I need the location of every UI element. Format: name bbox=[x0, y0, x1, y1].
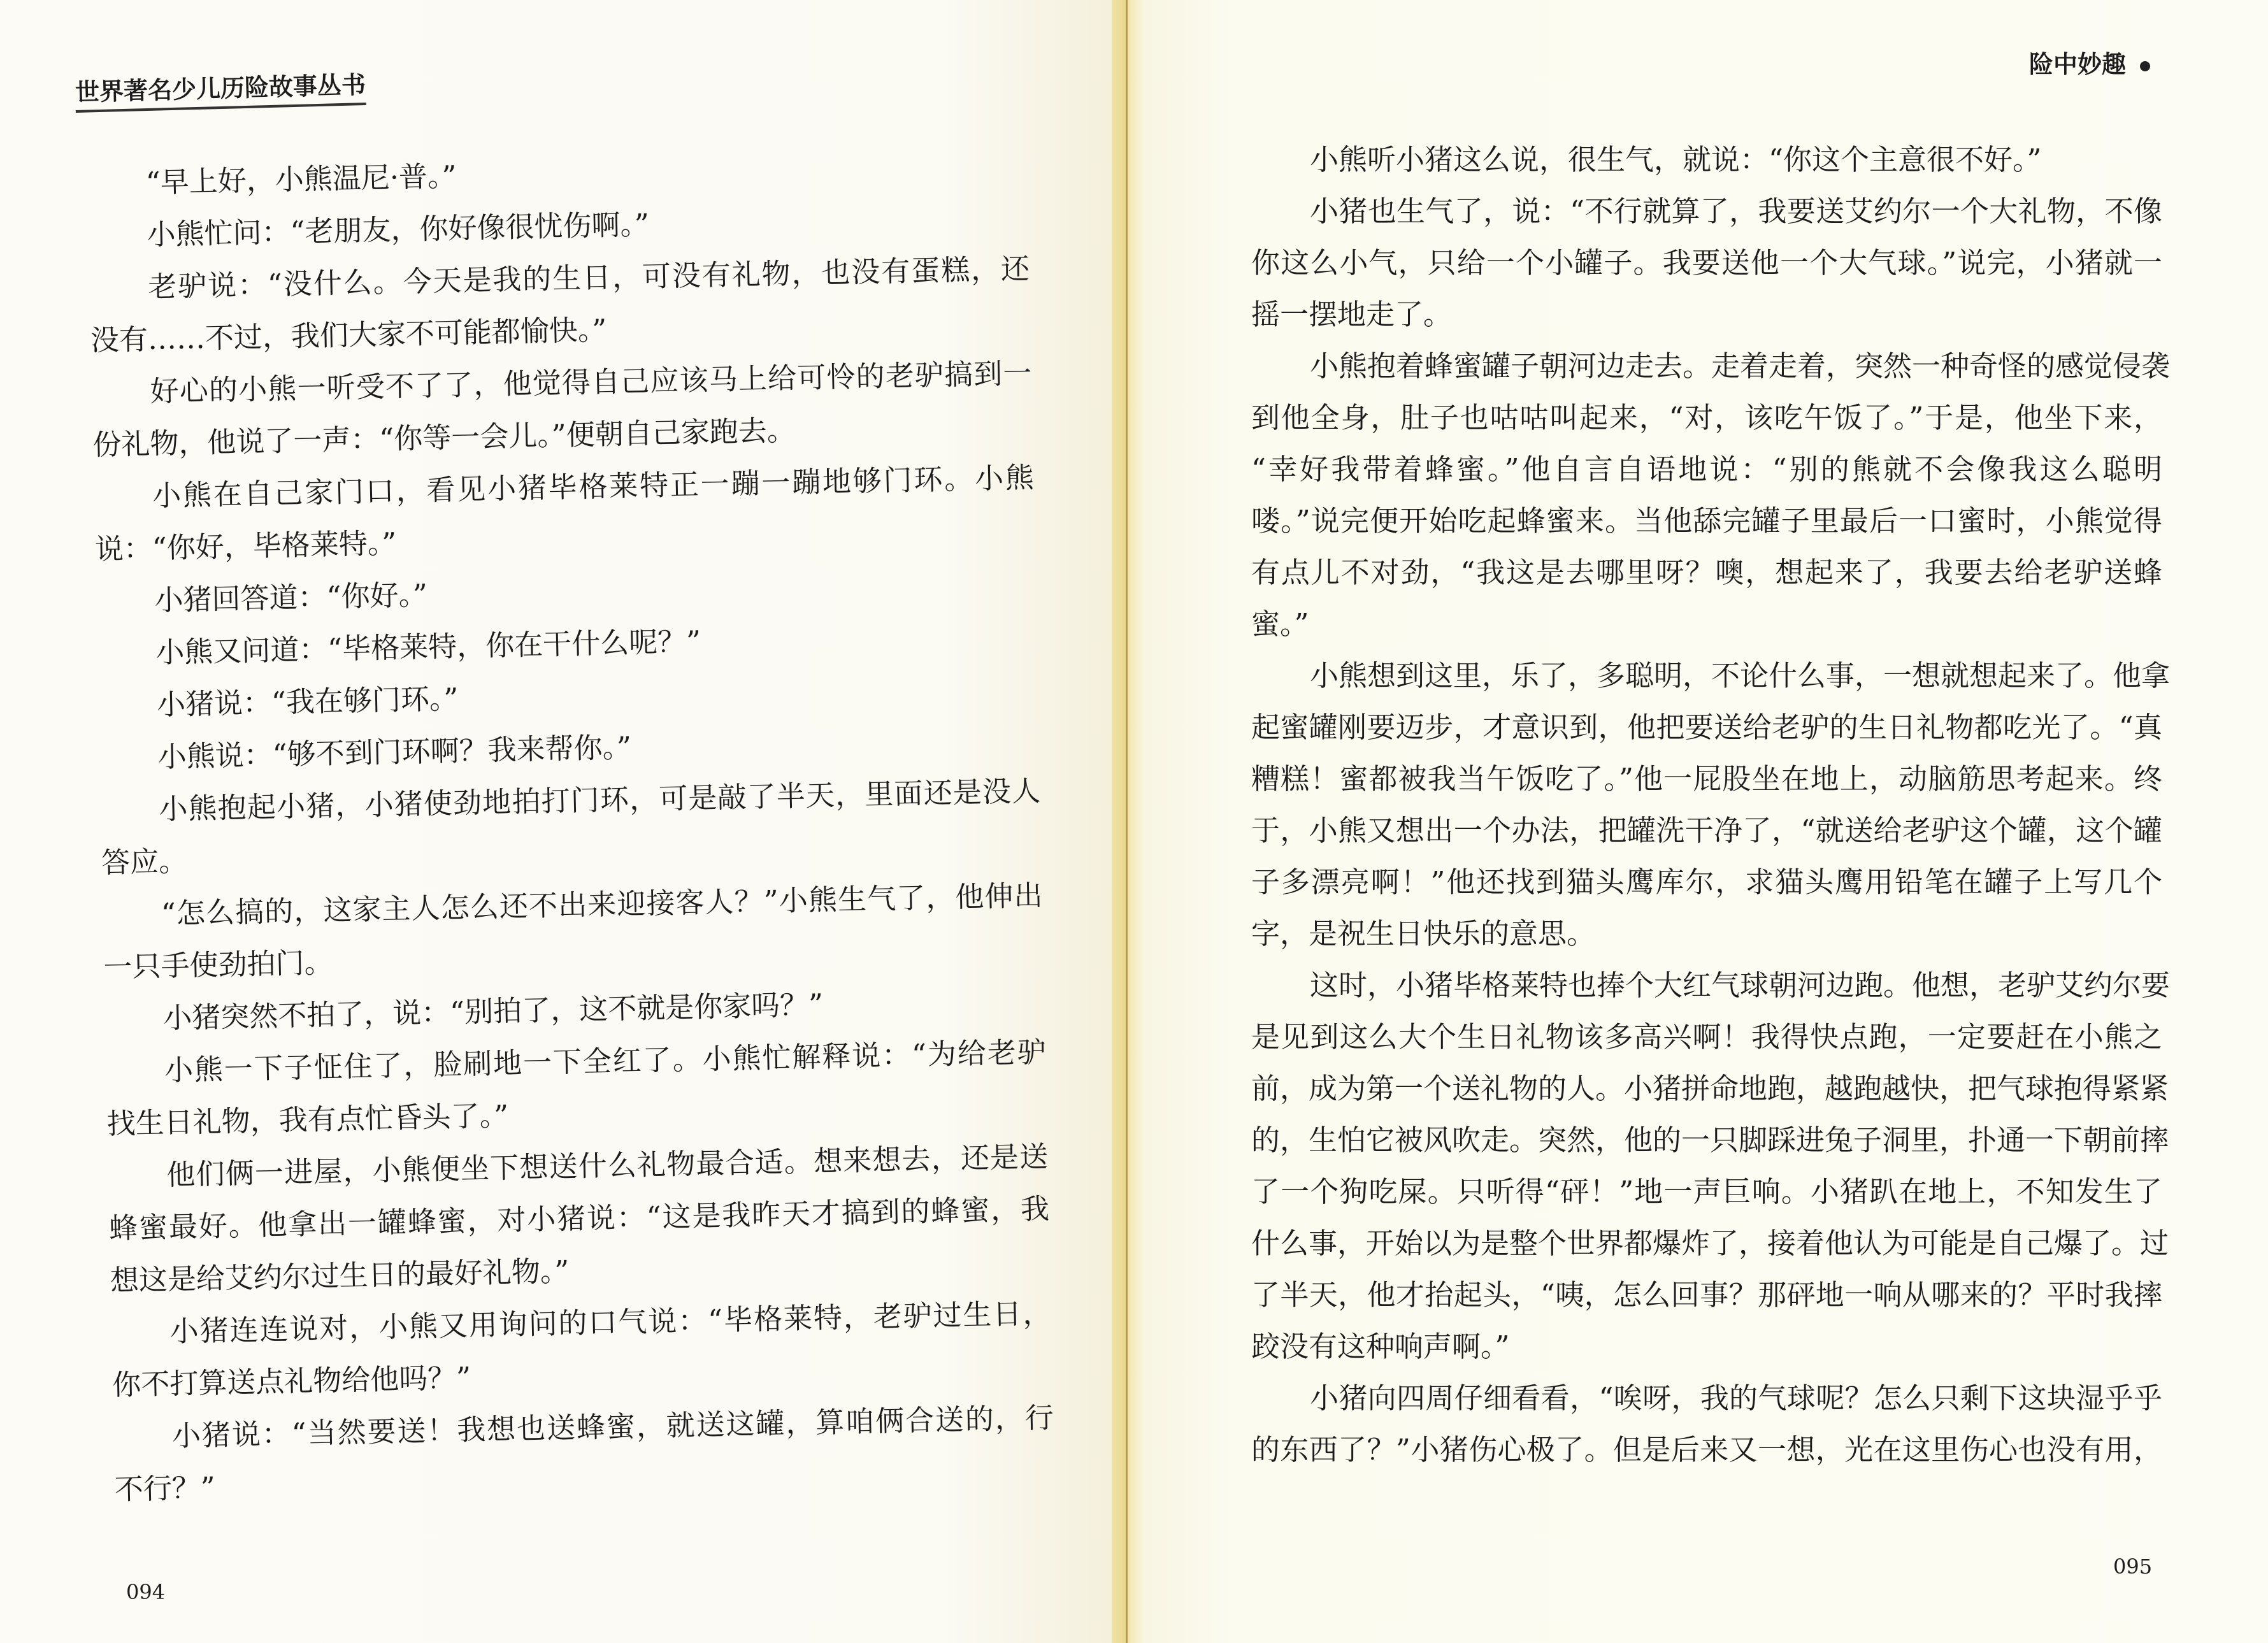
text-line: 蜜。” bbox=[1251, 607, 1309, 641]
text-line: 摇一摆地走了。 bbox=[1251, 298, 1453, 331]
text-line: 小熊忙问：“老朋友，你好像很忧伤啊。” bbox=[146, 207, 650, 252]
text-line: 跤没有这种响声啊。” bbox=[1251, 1330, 1510, 1363]
text-line: 小猪突然不拍了，说：“别拍了，这不就是你家吗？” bbox=[162, 987, 824, 1035]
text-line: 到他全身，肚子也咕咕叫起来，“对，该吃午饭了。”于是，他坐下来， bbox=[1251, 401, 2162, 434]
text-line: 小猪说：“当然要送！我想也送蜂蜜，就送这罐，算咱俩合送的，行 bbox=[171, 1400, 1054, 1453]
text-line: 的，生怕它被风吹走。突然，他的一只脚踩进兔子洞里，扑通一下朝前摔 bbox=[1251, 1123, 2169, 1157]
text-line: 小猪回答道：“你好。” bbox=[154, 577, 428, 617]
text-line: 答应。 bbox=[101, 843, 188, 880]
text-line: 想这是给艾约尔过生日的最好礼物。” bbox=[110, 1254, 570, 1298]
text-line: 小熊抱起小猪，小猪使劲地拍打门环，可是敲了半天，里面还是没人 bbox=[158, 773, 1041, 826]
right-page-body bbox=[1251, 134, 2171, 1475]
text-line: 什么事，开始以为是整个世界都爆炸了，接着他认为可能是自己爆了。过 bbox=[1251, 1226, 2169, 1260]
page-number: 095 bbox=[2113, 1554, 2153, 1579]
text-line: 了半天，他才抬起头，“咦，怎么回事？那砰地一响从哪来的？平时我摔 bbox=[1251, 1278, 2162, 1312]
text-line: 不行？” bbox=[114, 1470, 216, 1507]
text-line: “早上好，小熊温尼·普。” bbox=[145, 159, 457, 200]
text-line: 小熊在自己家门口，看见小猪毕格莱特正一蹦一蹦地够门环。小熊 bbox=[152, 460, 1035, 513]
text-line: 他们俩一进屋，小熊便坐下想送什么礼物最合适。想来想去，还是送 bbox=[166, 1139, 1049, 1192]
text-line: 小猪也生气了，说：“不行就算了，我要送艾约尔一个大礼物，不像 bbox=[1310, 194, 2162, 228]
page-number: 094 bbox=[126, 1580, 166, 1604]
text-line: 小猪说：“我在够门环。” bbox=[156, 681, 459, 722]
text-line: 小熊说：“够不到门环啊？我来帮你。” bbox=[157, 730, 632, 774]
text-line: 有点儿不对劲，“我这是去哪里呀？噢，想起来了，我要去给老驴送蜂 bbox=[1251, 556, 2162, 589]
running-head-series-title: 世界著名少儿历险故事丛书 bbox=[75, 65, 366, 113]
text-line: 于，小熊又想出一个办法，把罐洗干净了，“就送给老驴这个罐，这个罐 bbox=[1251, 814, 2162, 847]
text-line: 说：“你好，毕格莱特。” bbox=[94, 526, 397, 566]
text-line: 喽。”说完便开始吃起蜂蜜来。当他舔完罐子里最后一口蜜时，小熊觉得 bbox=[1251, 504, 2162, 538]
left-page bbox=[0, 0, 1112, 1643]
text-line: 是见到这么大个生日礼物该多高兴啊！我得快点跑，一定要赶在小熊之 bbox=[1251, 1020, 2162, 1054]
text-line: 这时，小猪毕格莱特也捧个大红气球朝河边跑。他想，老驴艾约尔要 bbox=[1310, 968, 2171, 1002]
text-line: “幸好我带着蜂蜜。”他自言自语地说：“别的熊就不会像我这么聪明 bbox=[1251, 452, 2162, 486]
text-line: 老驴说：“没什么。今天是我的生日，可没有礼物，也没有蛋糕，还 bbox=[147, 252, 1030, 305]
text-line: 你不打算送点礼物给他吗？” bbox=[111, 1360, 471, 1402]
text-line: 小猪连连说对，小熊又用询问的口气说：“毕格莱特，老驴过生日， bbox=[169, 1296, 1052, 1349]
text-line: 了一个狗吃屎。只听得“砰！”地一声巨响。小猪趴在地上，不知发生了 bbox=[1251, 1175, 2162, 1209]
text-line: 起蜜罐刚要迈步，才意识到，他把要送给老驴的生日礼物都吃光了。“真 bbox=[1251, 710, 2162, 744]
text-line: 好心的小熊一听受不了了，他觉得自己应该马上给可怜的老驴搞到一 bbox=[150, 356, 1032, 408]
right-page bbox=[1144, 0, 2268, 1643]
bullet-icon bbox=[2140, 61, 2150, 71]
text-line: 蜂蜜最好。他拿出一罐蜂蜜，对小猪说：“这是我昨天才搞到的蜂蜜，我 bbox=[108, 1191, 1050, 1245]
text-line: 小猪向四周仔细看看，“唉呀，我的气球呢？怎么只剩下这块湿乎乎 bbox=[1310, 1381, 2162, 1415]
text-line: 小熊抱着蜂蜜罐子朝河边走去。走着走着，突然一种奇怪的感觉侵袭 bbox=[1310, 349, 2171, 383]
text-line: 字，是祝生日快乐的意思。 bbox=[1251, 917, 1596, 951]
text-line: 子多漂亮啊！”他还找到猫头鹰库尔，求猫头鹰用铅笔在罐子上写几个 bbox=[1251, 865, 2162, 899]
left-page-body bbox=[87, 138, 1055, 1516]
text-line: “怎么搞的，这家主人怎么还不出来迎接客人？”小熊生气了，他伸出 bbox=[161, 878, 1044, 931]
text-line: 一只手使劲拍门。 bbox=[103, 945, 334, 984]
text-line: 糟糕！蜜都被我当午饭吃了。”他一屁股坐在地上，动脑筋思考起来。终 bbox=[1251, 762, 2162, 796]
text-line: 小熊想到这里，乐了，多聪明，不论什么事，一想就想起来了。他拿 bbox=[1310, 659, 2171, 692]
text-line: 的东西了？”小猪伤心极了。但是后来又一想，光在这里伤心也没有用， bbox=[1251, 1433, 2162, 1467]
chapter-title: 险中妙趣 bbox=[2029, 50, 2127, 78]
text-line: 前，成为第一个送礼物的人。小猪拼命地跑，越跑越快，把气球抱得紧紧 bbox=[1251, 1072, 2169, 1105]
text-line: 小熊听小猪这么说，很生气，就说：“你这个主意很不好。” bbox=[1310, 143, 2042, 176]
text-line: 小熊一下子怔住了，脸刷地一下全红了。小熊忙解释说：“为给老驴 bbox=[164, 1035, 1047, 1087]
text-line: 小熊又问道：“毕格莱特，你在干什么呢？” bbox=[155, 624, 701, 670]
book-gutter bbox=[1112, 0, 1144, 1643]
running-head-chapter-title bbox=[2029, 45, 2150, 80]
text-line: 没有……不过，我们大家不可能都愉快。” bbox=[90, 312, 607, 357]
text-line: 你这么小气，只给一个小罐子。我要送他一个大气球。”说完，小猪就一 bbox=[1251, 246, 2162, 280]
text-line: 份礼物，他说了一声：“你等一会儿。”便朝自己家跑去。 bbox=[92, 413, 796, 462]
text-line: 找生日礼物，我有点忙昏头了。” bbox=[106, 1098, 509, 1141]
